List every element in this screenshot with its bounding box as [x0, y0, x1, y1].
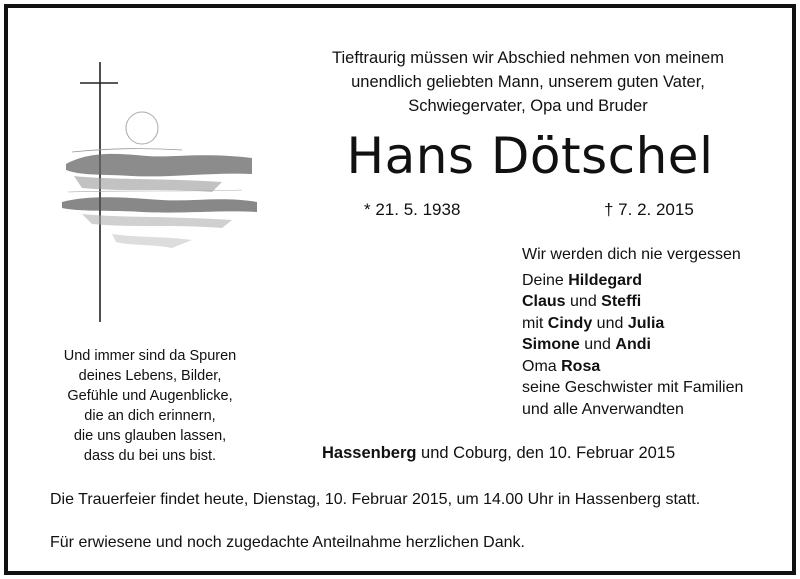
- poem-line: Und immer sind da Spuren: [63, 348, 237, 364]
- mourner-line: [522, 313, 792, 335]
- text: Deine: [522, 271, 569, 289]
- text: und: [579, 336, 616, 353]
- poem-line: Gefühle und Augenblicke,: [67, 388, 233, 404]
- motto: Wir werden dich nie vergessen: [522, 246, 741, 263]
- text: mit: [522, 314, 548, 332]
- cross-sea-illustration-icon: [52, 52, 262, 342]
- mourner-name: Hildegard: [568, 271, 643, 289]
- mourner-name: Rosa: [561, 357, 601, 375]
- mourner-line: [522, 334, 792, 356]
- poem: [30, 346, 270, 466]
- deceased-name: Hans Dötschel: [346, 127, 714, 185]
- place-date-text: und Coburg, den 10. Februar 2015: [416, 444, 676, 462]
- mourner-name: Claus: [522, 293, 566, 310]
- intro-line: unendlich geliebten Mann, unserem guten Vater,: [351, 73, 705, 91]
- mourner-name: Cindy: [547, 314, 593, 332]
- mourner-name: Julia: [627, 314, 665, 332]
- poem-line: die uns glauben lassen,: [73, 428, 227, 444]
- obituary-notice: [4, 4, 796, 575]
- mourner-name: Simone: [522, 336, 580, 353]
- mourner-name: Steffi: [601, 293, 642, 310]
- text: Oma: [522, 357, 562, 375]
- poem-line: deines Lebens, Bilder,: [78, 368, 222, 384]
- intro-text: [308, 46, 748, 118]
- place-date-line: [322, 444, 675, 463]
- mourner-line: seine Geschwister mit Familien: [522, 379, 744, 396]
- mourner-line: [522, 291, 792, 313]
- mourner-line: und alle Anverwandten: [522, 400, 684, 418]
- poem-line: die an dich erinnern,: [84, 408, 216, 424]
- thanks-line: Für erwiesene und noch zugedachte Anteilnahme herzlichen Dank.: [50, 534, 525, 551]
- mourner-name: Andi: [615, 336, 651, 353]
- poem-line: dass du bei uns bist.: [83, 448, 217, 464]
- birth-date: * 21. 5. 1938: [364, 200, 461, 219]
- mourner-line: [522, 270, 792, 292]
- intro-line: Schwiegervater, Opa und Bruder: [408, 97, 648, 115]
- mourner-line: [522, 356, 792, 378]
- mourners-list: [522, 244, 792, 420]
- text: und: [592, 314, 628, 332]
- funeral-service-info: Die Trauerfeier findet heute, Dienstag, 10. Februar 2015, um 14.00 Uhr in Hassenberg statt.: [50, 491, 701, 508]
- death-date: † 7. 2. 2015: [604, 200, 694, 219]
- intro-line: Tieftraurig müssen wir Abschied nehmen von meinem: [332, 49, 724, 67]
- place-name: Hassenberg: [322, 444, 417, 462]
- text: und: [565, 293, 602, 310]
